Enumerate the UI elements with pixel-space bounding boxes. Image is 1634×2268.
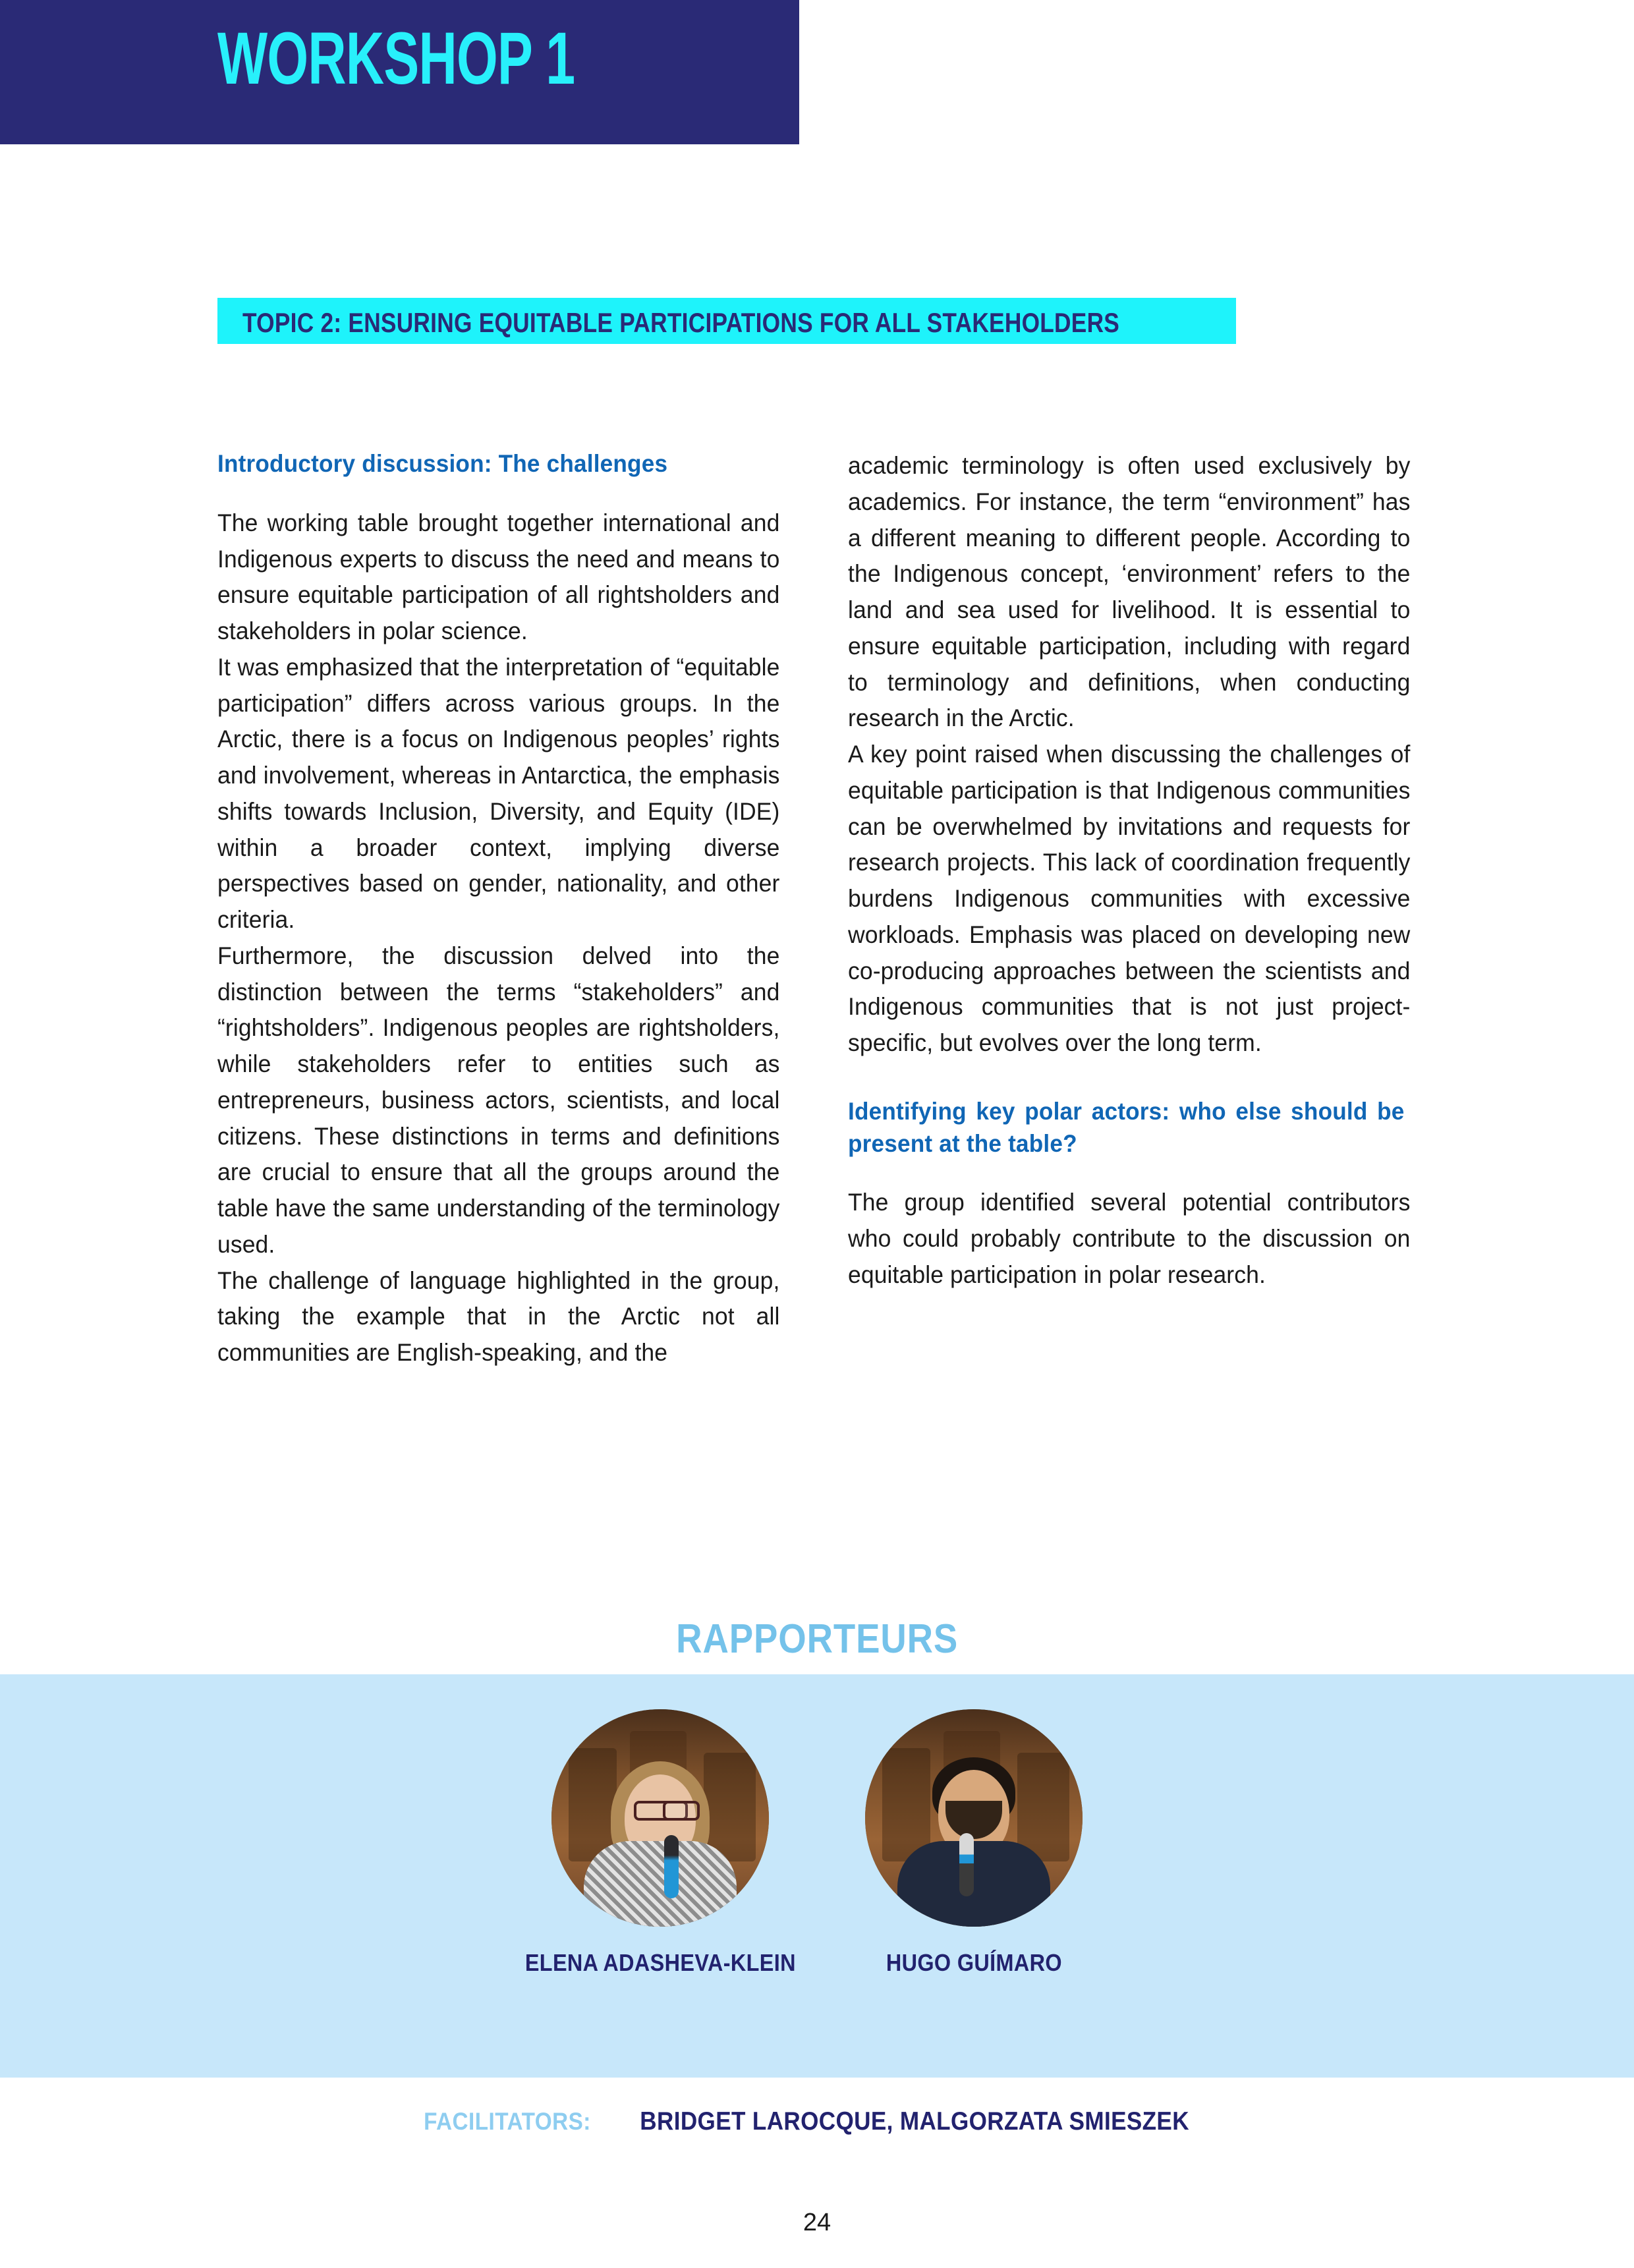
paragraph: academic terminology is often used exclusively by academics. For instance, the term “environment” has a different meaning to different people. According to the Indigenous concept, ‘environment’ refers to the land and sea used for livelihood. It is essential to ensure equitable participation, including with regard to terminology and definitions, when conducting research in the Arctic. [848,452,1411,732]
rapporteur-item [524,1709,796,1977]
avatar-backdrop-panel [1017,1753,1069,1861]
paragraph: The challenge of language highlighted in the group, taking the example that in the Arctic not all communities are English-speaking, and the [217,1266,780,1367]
avatar-torso [584,1841,737,1927]
avatar-backdrop-panel [704,1753,756,1861]
rapporteur-name-text: HUGO GUÍMARO [886,1949,1062,1976]
page-title: WORKSHOP 1 [217,17,575,99]
right-column-heading: Identifying key polar actors: who else should be present at the table? [848,1097,1405,1157]
left-column [217,448,803,1371]
paragraph: Furthermore, the discussion delved into the distinction between the terms “stakeholders” and “rightsholders”. Indigenous peoples are rightsholders, while stakeholders refer to entities such as entrepreneurs, business actors, scientists, and local citizens. These distinctions in terms and definitions are crucial to ensure that all the groups around the table have the same understanding of the terminology used. [217,942,780,1258]
rapporteurs-list [0,1709,1634,1977]
right-column [848,448,1434,1371]
avatar [551,1709,769,1927]
facilitators-names: BRIDGET LAROCQUE, MALGORZATA SMIESZEK [640,2107,1189,2136]
rapporteur-item [865,1709,1083,1977]
page-number: 24 [803,2209,831,2236]
paragraph: It was emphasized that the interpretation of “equitable participation” differs across various groups. In the Arctic, there is a focus on Indigenous peoples’ rights and involvement, whereas in Antarctica, the emphasis shifts towards Inclusion, Diversity, and Equity (IDE) within a broader context, implying diverse perspectives based on gender, nationality, and other criteria. [217,653,780,934]
rapporteur-name-text: ELENA ADASHEVA-KLEIN [524,1949,796,1976]
rapporteur-name [876,1949,1072,1977]
paragraph: The working table brought together international and Indigenous experts to discuss the need and means to ensure equitable participation of all rightsholders and stakeholders in polar science. [217,509,780,645]
avatar [865,1709,1083,1927]
avatar-backdrop-panel [569,1748,617,1861]
rapporteurs-section-title-text: RAPPORTEURS [675,1616,959,1662]
rapporteurs-section-title [0,1616,1634,1662]
paragraph: The group identified several potential contributors who could probably contribute to the discussion on equitable participation in polar research. [848,1189,1411,1288]
avatar-glasses [663,1801,700,1821]
paragraph: A key point raised when discussing the challenges of equitable participation is that Indigenous communities can be overwhelmed by invitations and requests for research projects. This lack of coordination frequently burdens Indigenous communities with excessive workloads. Emphasis was placed on developing new co-producing approaches between the scientists and Indigenous communities that is not just project-specific, but evolves over the long term. [848,741,1411,1056]
avatar-microphone [959,1833,974,1896]
facilitators-line [0,2107,1634,2136]
facilitators-label: FACILITATORS: [424,2108,591,2135]
topic-bar-label: TOPIC 2: ENSURING EQUITABLE PARTICIPATIONS FOR ALL STAKEHOLDERS [242,307,1120,338]
avatar-microphone [664,1835,679,1898]
avatar-torso [897,1841,1050,1927]
avatar-backdrop-panel [882,1748,930,1861]
topic-bar [217,298,1236,344]
rapporteur-name [510,1949,811,1977]
body-columns [217,448,1434,1371]
left-column-heading: Introductory discussion: The challenges [217,450,668,477]
